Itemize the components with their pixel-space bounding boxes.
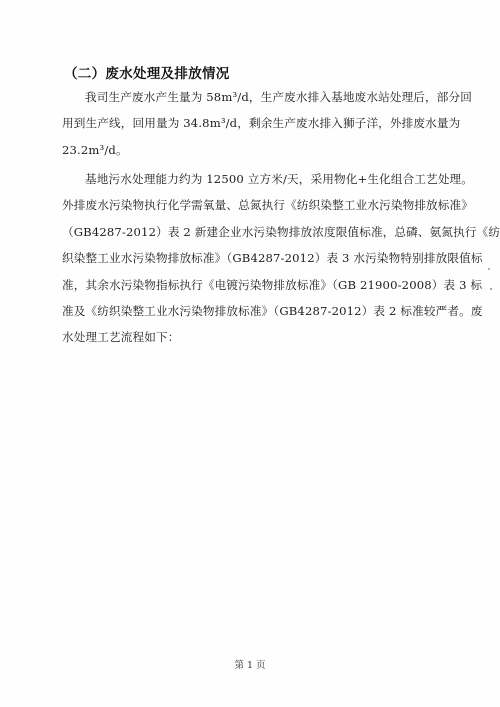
section-heading: （二）废水处理及排放情况: [64, 66, 230, 82]
paragraph-line: （GB4287-2012）表 2 新建企业水污染物排放浓度限值标准，总磷、氨氮执行《纺: [62, 224, 500, 239]
paragraph-line: 23.2m³/d。: [62, 142, 128, 157]
scan-speck: [488, 268, 490, 270]
paragraph-line: 水处理工艺流程如下：: [62, 330, 180, 345]
page-number: 第 1 页: [234, 660, 266, 671]
paragraph-line: 准，其余水污染物指标执行《电镀污染物排放标准》（GB 21900-2008）表 3 标: [62, 277, 483, 292]
paragraph-line: 用到生产线，回用量为 34.8m³/d，剩余生产废水排入狮子洋，外排废水量为: [62, 116, 461, 131]
paragraph-line: 准及《纺织染整工业水污染物排放标准》（GB4287-2012）表 2 标准较严者。废: [62, 304, 483, 319]
paragraph-treatment-standards: [62, 166, 500, 351]
paragraph-line: 基地污水处理能力约为 12500 立方米/天，采用物化+生化组合工艺处理。: [85, 172, 474, 186]
paragraph-line: 我司生产废水产生量为 58m³/d，生产废水排入基地废水站处理后，部分回: [85, 90, 473, 104]
paragraph-line: 织染整工业水污染物排放标准》（GB4287-2012）表 3 水污染物特别排放限值标: [62, 251, 483, 266]
paragraph-wastewater-volume: [62, 84, 473, 163]
scan-speck: [490, 288, 492, 290]
paragraph-line: 外排废水污染物执行化学需氧量、总氮执行《纺织染整工业水污染物排放标准》: [62, 198, 474, 213]
